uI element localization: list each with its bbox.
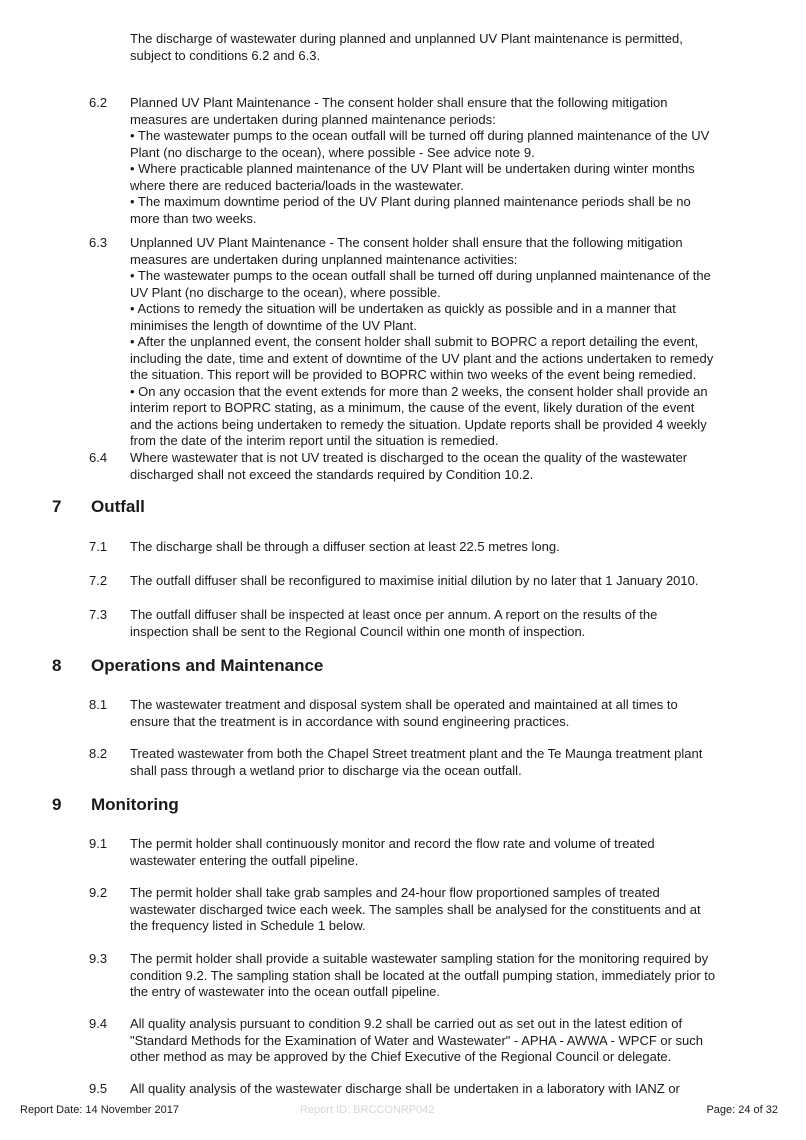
clause-7-1 <box>130 539 750 556</box>
text-line: wastewater discharged twice each week. The samples shall be analysed for the constituents and at <box>130 901 701 917</box>
section-title-monitoring: Monitoring <box>91 795 179 814</box>
text-line: The permit holder shall continuously monitor and record the flow rate and volume of treated <box>130 836 655 851</box>
text-line: discharged shall not exceed the standards required by Condition 10.2. <box>130 466 534 482</box>
text-line: condition 9.2. The sampling station shall be located at the outfall pumping station, immediately prior to <box>130 967 716 983</box>
text-line: All quality analysis pursuant to condition 9.2 shall be carried out as set out in the latest edition of <box>130 1016 683 1031</box>
text-line: UV Plant (no discharge to the ocean), where possible. <box>130 284 441 300</box>
clause-number-8-1: 8.1 <box>89 697 108 712</box>
text-line: • Where practicable planned maintenance of the UV Plant will be undertaken during winter months <box>130 161 695 176</box>
clause-9-5 <box>130 1081 750 1098</box>
text-line: • On any occasion that the event extends for more than 2 weeks, the consent holder shall provide an <box>130 383 708 399</box>
clause-number-7-1: 7.1 <box>89 539 108 554</box>
clause-8-1 <box>130 697 750 730</box>
text-line: • The maximum downtime period of the UV Plant during planned maintenance periods shall be no <box>130 194 691 209</box>
clause-6-4 <box>130 450 750 483</box>
clause-9-4 <box>130 1016 750 1066</box>
clause-7-2 <box>130 573 750 590</box>
text-line: interim report to BOPRC stating, as a minimum, the cause of the event, likely duration of the event <box>130 400 695 415</box>
text-line: more than two weeks. <box>130 210 257 226</box>
clause-9-2 <box>130 885 750 935</box>
clause-number-9-3: 9.3 <box>89 951 108 966</box>
text-line: Treated wastewater from both the Chapel Street treatment plant and the Te Maunga treatment plant <box>130 746 703 761</box>
text-line: • After the unplanned event, the consent holder shall submit to BOPRC a report detailing the event, <box>130 334 699 349</box>
section-number-8: 8 <box>52 656 62 675</box>
section-number-9: 9 <box>52 795 62 814</box>
clause-number-7-3: 7.3 <box>89 607 108 622</box>
clause-number-6-2: 6.2 <box>89 95 108 110</box>
clause-number-6-3: 6.3 <box>89 235 108 250</box>
clause-number-9-1: 9.1 <box>89 836 108 851</box>
text-line: Where wastewater that is not UV treated is discharged to the ocean the quality of the wastewater <box>130 450 688 465</box>
text-line: The outfall diffuser shall be reconfigured to maximise initial dilution by no later that 1 January 2010. <box>130 573 699 588</box>
text-line: measures are undertaken during unplanned maintenance activities: <box>130 251 518 267</box>
text-line: the frequency listed in Schedule 1 below. <box>130 918 366 933</box>
text-line: • The wastewater pumps to the ocean outfall shall be turned off during unplanned maintenance of the <box>130 268 711 283</box>
text-line: Plant (no discharge to the ocean), where possible - See advice note 9. <box>130 144 535 160</box>
text-line: ensure that the treatment is in accordance with sound engineering practices. <box>130 713 570 729</box>
clause-6-2 <box>130 95 750 227</box>
text-line: including the date, time and extent of downtime of the UV plant and the actions undertaken to remedy <box>130 350 714 366</box>
text-line: • The wastewater pumps to the ocean outfall will be turned off during planned maintenance of the UV <box>130 128 710 143</box>
text-line: inspection shall be sent to the Regional Council within one month of inspection. <box>130 623 586 639</box>
footer-report-date: Report Date: 14 November 2017 <box>20 1104 179 1116</box>
clause-9-1 <box>130 836 750 869</box>
text-line: the entry of wastewater into the ocean outfall pipeline. <box>130 984 441 999</box>
text-line: The permit holder shall provide a suitable wastewater sampling station for the monitoring required by <box>130 951 709 966</box>
text-line: wastewater entering the outfall pipeline. <box>130 852 359 868</box>
clause-9-3 <box>130 951 750 1001</box>
section-number-7: 7 <box>52 497 62 516</box>
footer-page-number: Page: 24 of 32 <box>706 1104 778 1116</box>
text-line: Unplanned UV Plant Maintenance - The consent holder shall ensure that the following mitigation <box>130 235 683 250</box>
text-line: "Standard Methods for the Examination of Water and Wastewater" - APHA - AWWA - WPCF or such <box>130 1032 704 1048</box>
clause-number-9-2: 9.2 <box>89 885 108 900</box>
text-line: measures are undertaken during planned maintenance periods: <box>130 111 496 127</box>
text-line: the situation. This report will be provided to BOPRC within two weeks of the event being remedied. <box>130 367 697 382</box>
text-line: other method as may be approved by the Chief Executive of the Regional Council or delegate. <box>130 1049 672 1064</box>
clause-6-3 <box>130 235 750 450</box>
text-line: from the date of the interim report until the situation is remedied. <box>130 433 499 448</box>
intro-paragraph <box>130 31 750 64</box>
clause-number-9-5: 9.5 <box>89 1081 108 1096</box>
clause-7-3 <box>130 607 750 640</box>
text-line: The outfall diffuser shall be inspected at least once per annum. A report on the results of the <box>130 607 658 622</box>
text-line: The wastewater treatment and disposal system shall be operated and maintained at all times to <box>130 697 678 712</box>
text-line: The discharge of wastewater during planned and unplanned UV Plant maintenance is permitted, <box>130 31 683 46</box>
text-line: where there are reduced bacteria/loads in the wastewater. <box>130 177 464 193</box>
text-line: minimises the length of downtime of the UV Plant. <box>130 317 417 333</box>
section-title-operations-and-maintenance: Operations and Maintenance <box>91 656 324 675</box>
text-line: and the actions being undertaken to remedy the situation. Update reports shall be provided 4 weekly <box>130 416 707 432</box>
clause-number-7-2: 7.2 <box>89 573 108 588</box>
clause-number-9-4: 9.4 <box>89 1016 108 1031</box>
footer-report-id: Report ID: BRCCONRP042 <box>300 1104 435 1116</box>
text-line: subject to conditions 6.2 and 6.3. <box>130 47 321 63</box>
text-line: All quality analysis of the wastewater discharge shall be undertaken in a laboratory with IANZ or <box>130 1081 680 1096</box>
clause-number-8-2: 8.2 <box>89 746 108 761</box>
clause-number-6-4: 6.4 <box>89 450 108 465</box>
clause-8-2 <box>130 746 750 779</box>
text-line: Planned UV Plant Maintenance - The consent holder shall ensure that the following mitigation <box>130 95 668 110</box>
section-title-outfall: Outfall <box>91 497 145 516</box>
text-line: The discharge shall be through a diffuser section at least 22.5 metres long. <box>130 539 560 554</box>
text-line: shall pass through a wetland prior to discharge via the ocean outfall. <box>130 762 522 778</box>
text-line: The permit holder shall take grab samples and 24-hour flow proportioned samples of treated <box>130 885 660 900</box>
text-line: • Actions to remedy the situation will be undertaken as quickly as possible and in a manner that <box>130 301 676 316</box>
